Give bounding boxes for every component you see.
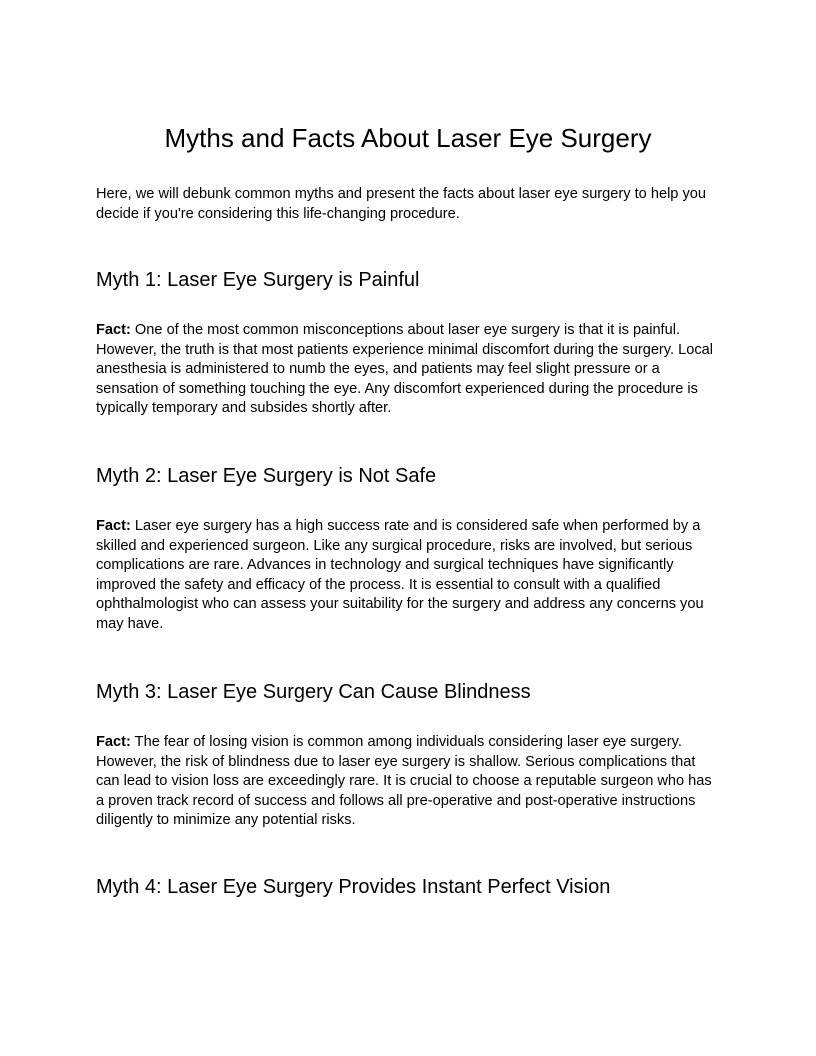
myth-3-fact — [96, 733, 720, 831]
myth-4-heading: Myth 4: Laser Eye Surgery Provides Instant Perfect Vision — [96, 876, 611, 898]
fact-text: One of the most common misconceptions about laser eye surgery is that it is painful. However, the truth is that most patients experience minimal discomfort during the surgery. Local anesthesia is administered to numb the eyes, and patients may feel slight pressure or a sensation of something touching the eye. Any discomfort experienced during the procedure is typically temporary and subsides shortly after. — [96, 322, 714, 416]
myth-3-heading: Myth 3: Laser Eye Surgery Can Cause Blindness — [96, 681, 531, 703]
fact-label: Fact: — [96, 518, 131, 534]
myth-1-fact — [96, 321, 720, 419]
myth-2-fact — [96, 517, 720, 634]
fact-label: Fact: — [96, 322, 131, 338]
fact-label: Fact: — [96, 734, 131, 750]
intro-paragraph: Here, we will debunk common myths and present the facts about laser eye surgery to help you decide if you're considering this life-changing procedure. — [96, 186, 707, 222]
myth-1-heading: Myth 1: Laser Eye Surgery is Painful — [96, 269, 420, 291]
page-title: Myths and Facts About Laser Eye Surgery — [164, 123, 652, 153]
myth-2-heading: Myth 2: Laser Eye Surgery is Not Safe — [96, 465, 437, 487]
fact-text: The fear of losing vision is common among individuals considering laser eye surgery. However, the risk of blindness due to laser eye surgery is shallow. Serious complications that can lead to vision loss are exceedingly rare. It is crucial to choose a reputable surgeon who has a proven track record of success and follows all pre-operative and post-operative instructions diligently to minimize any potential risks. — [96, 734, 712, 828]
fact-text: Laser eye surgery has a high success rate and is considered safe when performed by a skilled and experienced surgeon. Like any surgical procedure, risks are involved, but serious complications are rare. Advances in technology and surgical techniques have significantly improved the safety and efficacy of the process. It is essential to consult with a qualified ophthalmologist who can assess your suitability for the surgery and address any concerns you may have. — [96, 518, 704, 632]
